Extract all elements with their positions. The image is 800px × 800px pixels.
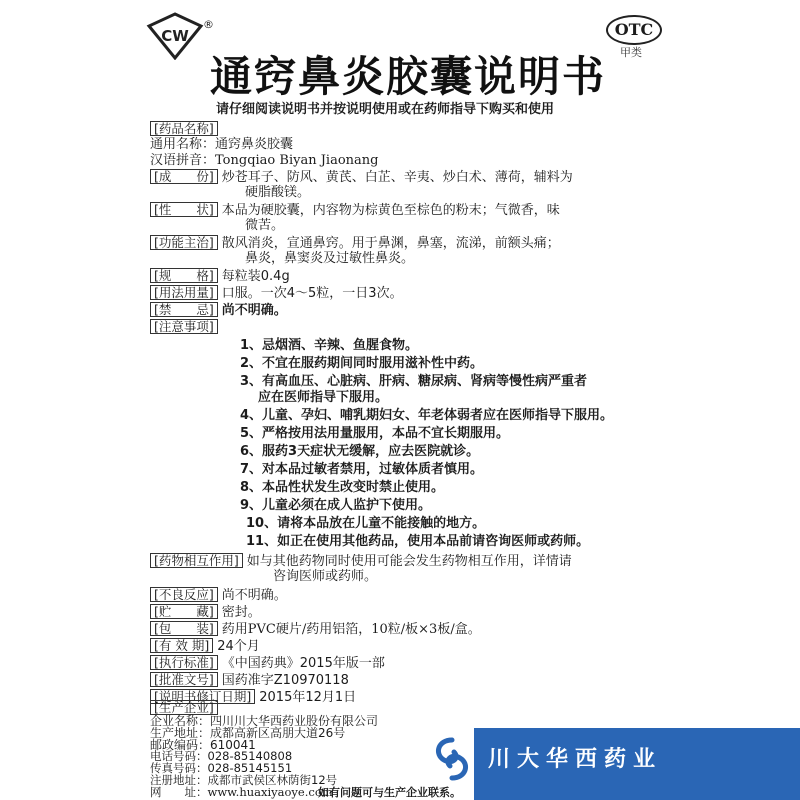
swirl-brand-icon — [430, 736, 474, 782]
section-tag: [贮 藏] — [150, 604, 218, 619]
interactions-section — [150, 553, 572, 569]
approval-section — [150, 672, 349, 688]
section-tag: [执行标准] — [150, 655, 218, 670]
section-tag: [注意事项] — [150, 319, 218, 334]
section-tag: [有 效 期] — [150, 638, 213, 653]
otc-class-label: 甲类 — [620, 46, 642, 59]
specification-section — [150, 268, 290, 284]
document-subtitle: 请仔细阅读说明书并按说明使用或在药师指导下购买和使用 — [216, 102, 555, 117]
precaution-item-cont: 应在医师指导下服用。 — [258, 390, 389, 405]
dosage-value: 口服。一次4～5粒，一日3次。 — [221, 286, 403, 301]
indications-text: 散风消炎，宣通鼻窍。用于鼻渊，鼻塞，流涕，前额头痛； — [221, 236, 560, 251]
website-label: 网 址： — [150, 785, 208, 799]
pinyin-value: Tongqiao Biyan Jiaonang — [215, 153, 379, 168]
section-tag: [规 格] — [150, 268, 218, 283]
section-tag: [性 状] — [150, 202, 218, 217]
standard-value: 《中国药典》2015年版一部 — [221, 656, 385, 671]
validity-section — [150, 638, 260, 654]
package-value: 药用PVC硬片/药用铝箔，10粒/板×3板/盒。 — [221, 622, 481, 637]
contraindications-section — [150, 302, 287, 318]
standard-section — [150, 655, 385, 671]
precaution-item: 2、不宜在服药期间同时服用滋补性中药。 — [240, 356, 484, 371]
properties-text: 本品为硬胶囊，内容物为棕黄色至棕色的粉末；气微香，味 — [221, 203, 560, 218]
properties-text-cont: 微苦。 — [245, 218, 285, 233]
validity-value: 24个月 — [217, 639, 260, 654]
manufacturer-postcode: 邮政编码：610041 — [150, 738, 256, 752]
manufacturer-phone: 电话号码：028-85140808 — [150, 749, 293, 763]
interactions-text-cont: 咨询医师或药师。 — [273, 569, 378, 584]
manufacturer-address: 生产地址：成都高新区高朋大道26号 — [150, 726, 346, 740]
footer-contact-note: 如有问题可与生产企业联系。 — [318, 786, 461, 799]
revision-value: 2015年12月1日 — [259, 690, 357, 705]
precaution-item: 4、儿童、孕妇、哺乳期妇女、年老体弱者应在医师指导下服用。 — [240, 408, 614, 423]
section-tag: [用法用量] — [150, 285, 218, 300]
section-tag: [包 装] — [150, 621, 218, 636]
ingredients-text: 炒苍耳子、防风、黄芪、白芷、辛夷、炒白术、薄荷，辅料为 — [221, 170, 573, 185]
cw-shield-logo-icon — [146, 12, 204, 60]
document-title: 通窍鼻炎胶囊说明书 — [210, 52, 607, 101]
contraindications-value: 尚不明确。 — [221, 303, 287, 318]
precautions-section — [150, 319, 222, 335]
drug-name-section — [150, 121, 222, 137]
package-section — [150, 621, 481, 637]
manufacturer-name: 企业名称：四川川大华西药业股份有限公司 — [150, 714, 379, 728]
website-link[interactable]: www.huaxiyaoye.com — [207, 785, 333, 799]
storage-value: 密封。 — [221, 605, 261, 620]
section-tag: [成 份] — [150, 169, 218, 184]
precaution-item: 11、如正在使用其他药品，使用本品前请咨询医师或药师。 — [246, 534, 590, 549]
manufacturer-website — [150, 786, 333, 798]
section-tag: [禁 忌] — [150, 302, 218, 317]
manufacturer-fax: 传真号码：028-85145151 — [150, 761, 293, 775]
manufacturer-registered-address: 注册地址：成都市武侯区林荫街12号 — [150, 773, 338, 787]
section-tag: [药物相互作用] — [150, 553, 243, 568]
section-tag: [不良反应] — [150, 587, 218, 602]
section-tag: [说明书修订日期] — [150, 689, 255, 704]
pinyin-line — [150, 153, 378, 168]
registered-mark: ® — [203, 18, 214, 31]
adverse-section — [150, 587, 287, 603]
precaution-item: 9、儿童必须在成人监护下使用。 — [240, 498, 432, 513]
specification-value: 每粒装0.4g — [221, 269, 290, 284]
precaution-item: 6、服药3天症状无缓解，应去医院就诊。 — [240, 444, 480, 459]
otc-badge: OTC — [606, 15, 662, 45]
indications-section — [150, 235, 560, 251]
generic-name-line: 通用名称：通窍鼻炎胶囊 — [150, 137, 294, 152]
indications-text-cont: 鼻炎，鼻窦炎及过敏性鼻炎。 — [245, 251, 415, 266]
precaution-item: 7、对本品过敏者禁用，过敏体质者慎用。 — [240, 462, 484, 477]
interactions-text: 如与其他药物同时使用可能会发生药物相互作用，详情请 — [246, 554, 572, 569]
storage-section — [150, 604, 261, 620]
dosage-section — [150, 285, 403, 301]
ingredients-section — [150, 169, 573, 185]
section-tag: [批准文号] — [150, 672, 218, 687]
precaution-item: 3、有高血压、心脏病、肝病、糖尿病、肾病等慢性病严重者 — [240, 374, 588, 389]
pinyin-label: 汉语拼音： — [150, 153, 216, 168]
adverse-value: 尚不明确。 — [221, 588, 287, 603]
ingredients-text-cont: 硬脂酸镁。 — [245, 185, 311, 200]
precaution-item: 10、请将本品放在儿童不能接触的地方。 — [246, 516, 486, 531]
section-tag: [生产企业] — [150, 700, 218, 715]
properties-section — [150, 202, 560, 218]
section-tag: [功能主治] — [150, 235, 218, 250]
approval-value: 国药准字Z10970118 — [221, 673, 349, 688]
section-tag: [药品名称] — [150, 121, 218, 136]
precaution-item: 5、严格按用法用量服用，本品不宜长期服用。 — [240, 426, 510, 441]
precaution-item: 8、本品性状发生改变时禁止使用。 — [240, 480, 445, 495]
svg-text:CW: CW — [161, 27, 189, 45]
precaution-item: 1、忌烟酒、辛辣、鱼腥食物。 — [240, 338, 419, 353]
footer-brand-name: 川大华西药业 — [488, 746, 663, 772]
